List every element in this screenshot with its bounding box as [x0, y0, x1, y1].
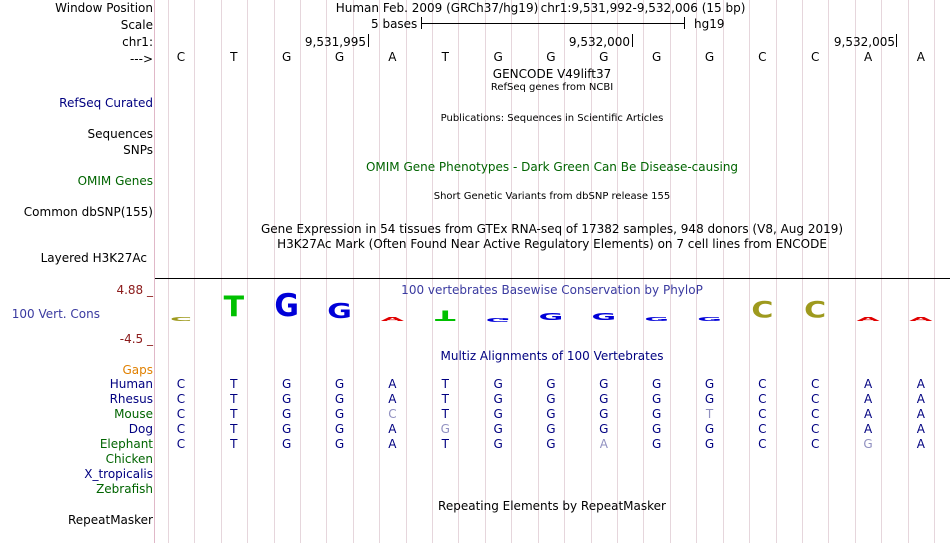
reference-base: G — [546, 50, 556, 64]
grid-line — [274, 0, 275, 543]
repeatmasker-label[interactable]: RepeatMasker — [67, 513, 153, 527]
reference-base: G — [651, 50, 662, 64]
reference-base: G — [282, 50, 292, 64]
gencode-track-title[interactable]: GENCODE V49lift37 — [492, 67, 612, 81]
alignment-base: G — [493, 392, 503, 406]
alignment-base: G — [493, 377, 503, 391]
dbsnp-label[interactable]: Common dbSNP(155) — [23, 205, 153, 219]
alignment-base: A — [388, 437, 397, 451]
omim-genes-label[interactable]: OMIM Genes — [77, 174, 153, 188]
grid-line — [749, 0, 750, 543]
grid-line — [432, 0, 433, 543]
alignment-base: G — [440, 422, 450, 436]
reference-base: T — [441, 50, 449, 64]
alignment-base: A — [863, 422, 873, 436]
alignment-base: T — [441, 407, 449, 421]
alignment-base: T — [230, 392, 238, 406]
grid-line — [643, 0, 644, 543]
species-label[interactable]: Dog — [128, 422, 153, 436]
phylop-logo-letter: C — [804, 297, 827, 324]
refseq-curated-label[interactable]: RefSeq Curated — [59, 96, 153, 110]
alignment-base: G — [651, 392, 662, 406]
reference-base: G — [493, 50, 503, 64]
alignment-base: C — [758, 407, 767, 421]
grid-line — [670, 0, 671, 543]
grid-line — [194, 0, 195, 543]
track-separator — [155, 278, 950, 279]
species-label[interactable]: Rhesus — [109, 392, 153, 406]
alignment-base: T — [230, 377, 238, 391]
reference-base: A — [916, 50, 925, 64]
grid-line — [168, 0, 169, 543]
alignment-base: C — [176, 437, 186, 451]
phylop-label[interactable]: 100 Vert. Cons — [11, 307, 100, 321]
phylop-logo-letter: G — [591, 311, 617, 323]
alignment-base: G — [493, 407, 503, 421]
reference-base: C — [758, 50, 767, 64]
grid-line — [247, 0, 248, 543]
phylop-logo-letter: G — [697, 316, 722, 323]
alignment-base: T — [441, 437, 449, 451]
alignment-base: T — [230, 422, 238, 436]
reference-base: T — [230, 50, 238, 64]
grid-line — [723, 0, 724, 543]
scale-db: hg19 — [694, 17, 725, 31]
alignment-base: G — [704, 422, 715, 436]
species-label[interactable]: Elephant — [99, 437, 153, 451]
scale-bar-right-tick — [684, 17, 685, 29]
alignment-base: C — [176, 392, 186, 406]
alignment-base: C — [810, 437, 820, 451]
alignment-base: G — [546, 437, 556, 451]
grid-line — [300, 0, 301, 543]
sequences-label[interactable]: Sequences — [87, 127, 153, 141]
assembly-text[interactable]: Human Feb. 2009 (GRCh37/hg19) — [335, 1, 539, 15]
grid-line — [458, 0, 459, 543]
omim-track-title[interactable]: OMIM Gene Phenotypes - Dark Green Can Be Disease-causing — [365, 160, 739, 174]
reference-base: G — [599, 50, 609, 64]
h3k27ac-track-title[interactable]: H3K27Ac Mark (Often Found Near Active Regulatory Elements) on 7 cell lines from ENCODE — [277, 237, 827, 251]
alignment-base: C — [810, 377, 820, 391]
coord-3: 9,532,005 — [833, 35, 895, 49]
phylop-logo-letter: C — [751, 297, 774, 324]
alignment-base: A — [863, 377, 873, 391]
window-position-label: Window Position — [55, 1, 153, 15]
coord-3-tick — [896, 34, 897, 47]
grid-line — [828, 0, 829, 543]
phylop-logo-letter: G — [327, 299, 352, 324]
alignment-base: G — [651, 422, 662, 436]
species-label[interactable]: Chicken — [105, 452, 153, 466]
strand-label: ---> — [129, 52, 153, 66]
alignment-base: C — [810, 422, 820, 436]
alignment-base: G — [282, 407, 292, 421]
alignment-base: G — [282, 437, 292, 451]
phylop-logo-letter: G — [485, 316, 511, 323]
alignment-base: A — [916, 437, 925, 451]
phylop-logo-letter: A — [856, 316, 880, 323]
alignment-base: A — [916, 422, 925, 436]
alignment-base: G — [704, 437, 715, 451]
alignment-base: G — [493, 437, 503, 451]
alignment-base: A — [916, 392, 925, 406]
alignment-base: G — [334, 407, 345, 421]
alignment-base: G — [493, 422, 503, 436]
repeatmasker-track-title[interactable]: Repeating Elements by RepeatMasker — [438, 499, 666, 513]
reference-base: C — [810, 50, 820, 64]
reference-base: C — [176, 50, 186, 64]
grid-line — [881, 0, 882, 543]
alignment-base: G — [863, 437, 873, 451]
alignment-base: G — [334, 422, 345, 436]
grid-line — [353, 0, 354, 543]
phylop-track-title[interactable]: 100 vertebrates Basewise Conservation by PhyloP — [401, 283, 703, 297]
coord-1: 9,531,995 — [304, 35, 366, 49]
alignment-base: G — [599, 377, 609, 391]
alignment-base: C — [758, 377, 767, 391]
phylop-axis-max: 4.88 _ — [116, 283, 153, 297]
phylop-logo-letter: A — [380, 316, 404, 323]
publications-track-title[interactable]: Publications: Sequences in Scientific Articles — [440, 113, 664, 124]
phylop-logo-letter: G — [538, 311, 564, 323]
alignment-base: A — [916, 377, 925, 391]
alignment-base: A — [599, 437, 608, 451]
scale-bar — [421, 23, 685, 24]
grid-line — [776, 0, 777, 543]
scale-text: 5 bases — [371, 17, 418, 31]
phylop-logo-letter: G — [644, 316, 669, 323]
grid-line — [855, 0, 856, 543]
alignment-base: C — [758, 437, 767, 451]
multiz-track-title[interactable]: Multiz Alignments of 100 Vertebrates — [440, 349, 664, 363]
alignment-base: G — [546, 407, 556, 421]
alignment-base: T — [441, 392, 449, 406]
reference-base: A — [388, 50, 397, 64]
alignment-base: T — [230, 407, 238, 421]
coord-2-tick — [632, 34, 633, 47]
alignment-base: C — [810, 407, 820, 421]
alignment-base: C — [176, 377, 186, 391]
species-label[interactable]: X_tropicalis — [84, 467, 153, 481]
alignment-base: A — [863, 407, 873, 421]
position-text[interactable]: chr1:9,531,992-9,532,006 (15 bp) — [540, 1, 746, 15]
alignment-base: G — [704, 377, 715, 391]
alignment-base: G — [546, 422, 556, 436]
phylop-logo-letter: G — [274, 287, 299, 325]
grid-line — [696, 0, 697, 543]
grid-line — [379, 0, 380, 543]
alignment-base: A — [388, 422, 397, 436]
species-label[interactable]: Human — [109, 377, 153, 391]
species-label[interactable]: Mouse — [114, 407, 153, 421]
alignment-base: G — [599, 422, 609, 436]
grid-line — [485, 0, 486, 543]
grid-line — [934, 0, 935, 543]
alignment-base: C — [758, 422, 767, 436]
alignment-base: G — [282, 392, 292, 406]
grid-line — [326, 0, 327, 543]
alignment-base: G — [704, 392, 715, 406]
phylop-axis-min: -4.5 _ — [119, 332, 153, 346]
alignment-base: G — [651, 377, 662, 391]
reference-base: G — [334, 50, 345, 64]
alignment-base: T — [705, 407, 714, 421]
alignment-base: G — [599, 392, 609, 406]
snps-label[interactable]: SNPs — [123, 143, 153, 157]
alignment-base: G — [651, 437, 662, 451]
alignment-base: T — [441, 377, 449, 391]
alignment-base: A — [863, 392, 873, 406]
alignment-base: C — [758, 392, 767, 406]
phylop-logo-letter: T — [223, 291, 245, 324]
alignment-base: C — [176, 407, 186, 421]
coord-2: 9,532,000 — [568, 35, 630, 49]
gaps-label[interactable]: Gaps — [122, 363, 153, 377]
alignment-base: G — [282, 422, 292, 436]
alignment-base: A — [388, 377, 397, 391]
alignment-base: G — [334, 437, 345, 451]
alignment-base: A — [916, 407, 925, 421]
alignment-base: T — [230, 437, 238, 451]
dbsnp-track-title[interactable]: Short Genetic Variants from dbSNP release 155 — [433, 191, 671, 202]
coord-1-tick — [368, 34, 369, 47]
alignment-base: G — [334, 377, 345, 391]
alignment-base: G — [334, 392, 345, 406]
alignment-base: G — [599, 407, 609, 421]
gtex-track-title[interactable]: Gene Expression in 54 tissues from GTEx RNA-seq of 17382 samples, 948 donors (V8, Aug 2019) — [260, 222, 844, 236]
reference-base: A — [863, 50, 873, 64]
grid-line — [221, 0, 222, 543]
grid-line — [908, 0, 909, 543]
chrom-label: chr1: — [122, 35, 153, 49]
left-panel-border — [154, 0, 155, 543]
alignment-base: A — [388, 392, 397, 406]
alignment-base: G — [651, 407, 662, 421]
alignment-base: G — [546, 377, 556, 391]
alignment-base: G — [546, 392, 556, 406]
alignment-base: G — [282, 377, 292, 391]
phylop-logo-letter: T — [435, 306, 456, 324]
species-label[interactable]: Zebrafish — [96, 482, 153, 496]
grid-line — [617, 0, 618, 543]
phylop-logo-letter: C — [169, 316, 193, 323]
scale-label: Scale — [120, 18, 153, 32]
grid-line — [802, 0, 803, 543]
alignment-base: C — [176, 422, 186, 436]
phylop-logo-letter: A — [909, 316, 933, 323]
reference-base: G — [704, 50, 715, 64]
grid-line — [406, 0, 407, 543]
alignment-base: C — [388, 407, 397, 421]
alignment-base: C — [810, 392, 820, 406]
layered-h3k27ac-label[interactable]: Layered H3K27Ac — [40, 251, 147, 265]
refseq-track-title[interactable]: RefSeq genes from NCBI — [490, 82, 614, 93]
